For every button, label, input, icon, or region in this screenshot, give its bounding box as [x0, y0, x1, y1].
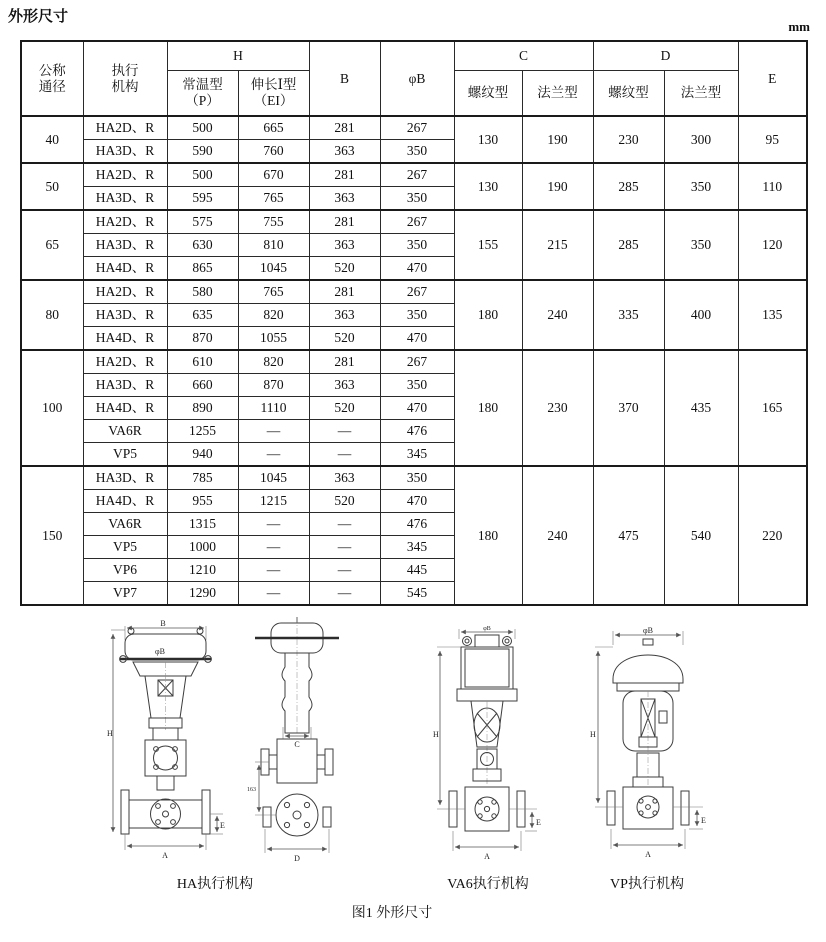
cell-phib: 267: [380, 350, 454, 374]
cell-actuator: HA2D、R: [83, 163, 167, 187]
cell-h-ei: —: [238, 443, 309, 467]
cell-actuator: HA3D、R: [83, 304, 167, 327]
cell-b: —: [309, 513, 380, 536]
cell-phib: 470: [380, 490, 454, 513]
dim-label-a: A: [484, 852, 490, 861]
dim-label-d: D: [294, 854, 300, 863]
cell-h-ei: 670: [238, 163, 309, 187]
cell-actuator: HA3D、R: [83, 374, 167, 397]
header-row-1: [21, 41, 807, 71]
cell-b: 281: [309, 210, 380, 234]
col-header-c: C: [454, 41, 593, 71]
cell-actuator: VP6: [83, 559, 167, 582]
cell-h-p: 580: [167, 280, 238, 304]
cell-phib: 350: [380, 140, 454, 164]
cell-h-ei: —: [238, 536, 309, 559]
dim-label-e: E: [701, 816, 706, 825]
dim-label-163: 163: [247, 787, 256, 793]
dim-label-h: H: [433, 730, 439, 739]
caption-va6-actuator: VA6执行机构: [447, 877, 529, 892]
dim-label-e: E: [220, 821, 225, 830]
figure-main-caption: 图1 外形尺寸: [351, 906, 433, 921]
col-header-nominal: 公称 通径: [21, 41, 83, 116]
cell-e: 120: [738, 210, 807, 280]
col-header-h-normal: 常温型 （P）: [167, 71, 238, 117]
cell-actuator: HA3D、R: [83, 466, 167, 490]
cell-actuator: HA4D、R: [83, 490, 167, 513]
cell-b: —: [309, 559, 380, 582]
cell-h-p: 595: [167, 187, 238, 211]
caption-vp-actuator: VP执行机构: [610, 877, 684, 892]
cell-c-flange: 240: [522, 280, 593, 350]
cell-d-flange: 435: [664, 350, 738, 466]
table-row: [21, 466, 807, 490]
cell-d-flange: 540: [664, 466, 738, 605]
cell-b: —: [309, 443, 380, 467]
cell-actuator: VP7: [83, 582, 167, 606]
cell-d-thread: 370: [593, 350, 664, 466]
cell-phib: 350: [380, 466, 454, 490]
cell-actuator: HA3D、R: [83, 187, 167, 211]
va6-drawing: [427, 625, 547, 865]
cell-d-flange: 400: [664, 280, 738, 350]
vp-drawing: [585, 627, 710, 865]
ha-front-drawing: [103, 618, 228, 863]
cell-h-p: 785: [167, 466, 238, 490]
cell-h-p: 500: [167, 163, 238, 187]
cell-d-thread: 285: [593, 210, 664, 280]
cell-e: 110: [738, 163, 807, 210]
cell-phib: 350: [380, 187, 454, 211]
cell-c-thread: 155: [454, 210, 522, 280]
cell-h-ei: —: [238, 582, 309, 606]
cell-actuator: HA4D、R: [83, 257, 167, 281]
page-title: 外形尺寸: [8, 9, 69, 25]
cell-h-ei: 1045: [238, 466, 309, 490]
cell-h-p: 955: [167, 490, 238, 513]
cell-h-ei: 755: [238, 210, 309, 234]
cell-phib: 476: [380, 420, 454, 443]
dim-label-phib: φB: [155, 647, 165, 656]
col-header-phib: φB: [380, 41, 454, 116]
cell-b: 520: [309, 490, 380, 513]
cell-c-thread: 130: [454, 163, 522, 210]
cell-b: —: [309, 420, 380, 443]
col-header-d-threaded: 螺纹型: [593, 71, 664, 117]
cell-b: 363: [309, 374, 380, 397]
cell-c-flange: 190: [522, 116, 593, 163]
dim-label-c: C: [294, 740, 300, 749]
cell-actuator: HA2D、R: [83, 116, 167, 140]
cell-h-p: 1315: [167, 513, 238, 536]
table-row: [21, 280, 807, 304]
cell-c-flange: 240: [522, 466, 593, 605]
cell-d-thread: 230: [593, 116, 664, 163]
cell-actuator: HA2D、R: [83, 350, 167, 374]
cell-actuator: VP5: [83, 443, 167, 467]
cell-b: 363: [309, 187, 380, 211]
cell-b: 520: [309, 257, 380, 281]
cell-e: 220: [738, 466, 807, 605]
unit-label: mm: [788, 19, 810, 34]
cell-c-flange: 190: [522, 163, 593, 210]
cell-e: 135: [738, 280, 807, 350]
col-header-d-flanged: 法兰型: [664, 71, 738, 117]
figure-strip: [0, 615, 826, 942]
cell-c-thread: 180: [454, 280, 522, 350]
cell-phib: 470: [380, 397, 454, 420]
cell-dn: 80: [21, 280, 83, 350]
cell-d-thread: 475: [593, 466, 664, 605]
cell-h-p: 660: [167, 374, 238, 397]
dimensions-table: [20, 40, 808, 606]
cell-h-ei: 765: [238, 187, 309, 211]
cell-actuator: HA2D、R: [83, 280, 167, 304]
cell-b: 520: [309, 397, 380, 420]
cell-dn: 40: [21, 116, 83, 163]
cell-b: 363: [309, 466, 380, 490]
cell-phib: 267: [380, 280, 454, 304]
cell-c-thread: 180: [454, 466, 522, 605]
cell-h-ei: —: [238, 513, 309, 536]
cell-b: —: [309, 582, 380, 606]
dim-label-b: B: [160, 619, 166, 628]
cell-b: —: [309, 536, 380, 559]
cell-h-p: 890: [167, 397, 238, 420]
cell-phib: 476: [380, 513, 454, 536]
table-row: [21, 350, 807, 374]
cell-h-ei: 765: [238, 280, 309, 304]
cell-dn: 150: [21, 466, 83, 605]
table-row: [21, 210, 807, 234]
cell-h-ei: 665: [238, 116, 309, 140]
cell-actuator: VA6R: [83, 513, 167, 536]
col-header-b: B: [309, 41, 380, 116]
cell-d-thread: 285: [593, 163, 664, 210]
col-header-e: E: [738, 41, 807, 116]
cell-b: 363: [309, 140, 380, 164]
cell-h-ei: —: [238, 559, 309, 582]
cell-d-flange: 350: [664, 163, 738, 210]
caption-ha-actuator: HA执行机构: [176, 877, 254, 892]
cell-actuator: HA4D、R: [83, 327, 167, 351]
cell-actuator: HA4D、R: [83, 397, 167, 420]
cell-h-ei: 820: [238, 350, 309, 374]
dimensions-table-wrap: [20, 40, 808, 606]
cell-b: 281: [309, 350, 380, 374]
cell-h-p: 940: [167, 443, 238, 467]
cell-phib: 545: [380, 582, 454, 606]
cell-actuator: HA3D、R: [83, 140, 167, 164]
cell-h-ei: 810: [238, 234, 309, 257]
cell-h-p: 500: [167, 116, 238, 140]
col-header-d: D: [593, 41, 738, 71]
cell-b: 520: [309, 327, 380, 351]
cell-actuator: VP5: [83, 536, 167, 559]
cell-phib: 350: [380, 374, 454, 397]
cell-h-p: 610: [167, 350, 238, 374]
dim-label-a: A: [162, 851, 168, 860]
cell-dn: 100: [21, 350, 83, 466]
cell-phib: 350: [380, 304, 454, 327]
cell-phib: 267: [380, 163, 454, 187]
dim-label-a: A: [645, 850, 651, 859]
dim-label-e: E: [536, 818, 541, 827]
cell-phib: 345: [380, 443, 454, 467]
cell-phib: 345: [380, 536, 454, 559]
dim-label-phib: φB: [643, 627, 653, 635]
col-header-h-extended: 伸长Ⅰ型 （EI）: [238, 71, 309, 117]
col-header-actuator: 执行 机构: [83, 41, 167, 116]
cell-actuator: HA3D、R: [83, 234, 167, 257]
cell-d-flange: 300: [664, 116, 738, 163]
dim-label-h: H: [590, 730, 596, 739]
cell-actuator: VA6R: [83, 420, 167, 443]
cell-e: 165: [738, 350, 807, 466]
cell-b: 363: [309, 234, 380, 257]
cell-h-ei: 1045: [238, 257, 309, 281]
cell-h-ei: 870: [238, 374, 309, 397]
cell-c-flange: 215: [522, 210, 593, 280]
cell-h-p: 1255: [167, 420, 238, 443]
ha-side-drawing: [243, 615, 348, 865]
cell-d-thread: 335: [593, 280, 664, 350]
cell-b: 281: [309, 280, 380, 304]
cell-h-ei: 1110: [238, 397, 309, 420]
cell-c-thread: 130: [454, 116, 522, 163]
cell-phib: 470: [380, 257, 454, 281]
col-header-c-threaded: 螺纹型: [454, 71, 522, 117]
col-header-c-flanged: 法兰型: [522, 71, 593, 117]
cell-d-flange: 350: [664, 210, 738, 280]
cell-h-ei: 760: [238, 140, 309, 164]
cell-c-thread: 180: [454, 350, 522, 466]
cell-b: 363: [309, 304, 380, 327]
cell-dn: 65: [21, 210, 83, 280]
table-row: [21, 163, 807, 187]
cell-h-ei: 820: [238, 304, 309, 327]
cell-e: 95: [738, 116, 807, 163]
col-header-h: H: [167, 41, 309, 71]
table-row: [21, 116, 807, 140]
cell-h-ei: —: [238, 420, 309, 443]
cell-h-p: 870: [167, 327, 238, 351]
cell-h-p: 575: [167, 210, 238, 234]
cell-phib: 445: [380, 559, 454, 582]
cell-h-p: 1290: [167, 582, 238, 606]
cell-h-p: 1210: [167, 559, 238, 582]
cell-phib: 350: [380, 234, 454, 257]
cell-h-ei: 1055: [238, 327, 309, 351]
dim-label-h: H: [107, 729, 113, 738]
cell-actuator: HA2D、R: [83, 210, 167, 234]
cell-h-p: 865: [167, 257, 238, 281]
cell-dn: 50: [21, 163, 83, 210]
cell-phib: 267: [380, 210, 454, 234]
cell-b: 281: [309, 116, 380, 140]
cell-h-ei: 1215: [238, 490, 309, 513]
cell-h-p: 1000: [167, 536, 238, 559]
cell-h-p: 630: [167, 234, 238, 257]
cell-c-flange: 230: [522, 350, 593, 466]
cell-b: 281: [309, 163, 380, 187]
cell-h-p: 590: [167, 140, 238, 164]
cell-phib: 267: [380, 116, 454, 140]
cell-h-p: 635: [167, 304, 238, 327]
cell-phib: 470: [380, 327, 454, 351]
dim-label-phib: φB: [483, 626, 491, 632]
